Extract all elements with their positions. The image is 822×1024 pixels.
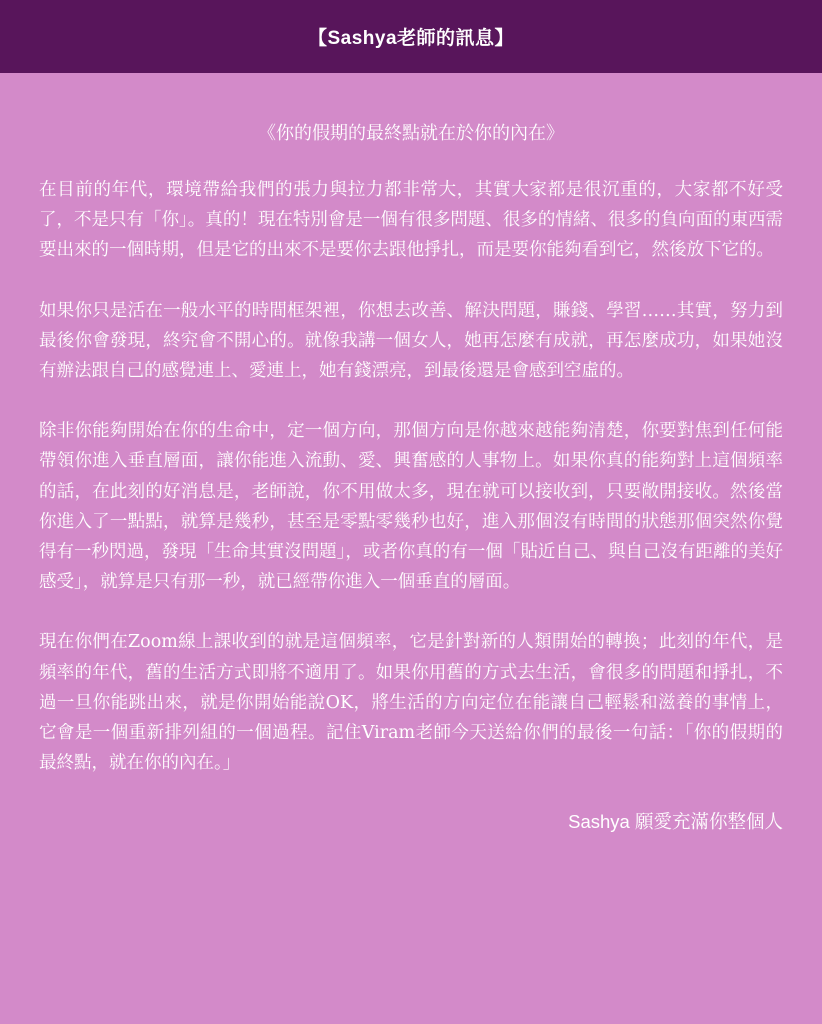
paragraph-4: 現在你們在Zoom線上課收到的就是這個頻率，它是針對新的人類開始的轉換；此刻的年代，是頻率的年代，舊的生活方式即將不適用了。如果你用舊的方式去生活，會很多的問題和掙扎，不過一旦你能跳出來，就是你開始能說OK，將生活的方向定位在能讓自己輕鬆和滋養的事情上，它會是一個重新排列組的一個過程。記住Viram老師今天送給你們的最後一句話：「你的假期的最終點，就在你的內在。」 bbox=[39, 632, 783, 774]
paragraph-1: 在目前的年代，環境帶給我們的張力與拉力都非常大，其實大家都是很沉重的，大家都不好受了，不是只有「你」。真的！現在特別會是一個有很多問題、很多的情緒、很多的負向面的東西需要出來的一個時期，但是它的出來不是要你去跟他掙扎，而是要你能夠看到它，然後放下它的。 bbox=[39, 180, 783, 261]
paragraph-3: 除非你能夠開始在你的生命中，定一個方向，那個方向是你越來越能夠清楚，你要對焦到任何能帶領你進入垂直層面，讓你能進入流動、愛、興奮感的人事物上。如果你真的能夠對上這個頻率的話，在此刻的好消息是，老師說，你不用做太多，現在就可以接收到，只要敞開接收。然後當你進入了一點點，就算是幾秒，甚至是零點零幾秒也好，進入那個沒有時間的狀態那個突然你覺得有一秒閃過，發現「生命其實沒問題」，或者你真的有一個「貼近自己、與自己沒有距離的美好感受」，就算是只有那一秒，就已經帶你進入一個垂直的層面。 bbox=[39, 421, 783, 593]
header-bar bbox=[0, 0, 822, 73]
paragraph-2: 如果你只是活在一般水平的時間框架裡，你想去改善、解決問題，賺錢、學習……其實，努力到最後你會發現，終究會不開心的。就像我講一個女人，她再怎麼有成就，再怎麼成功，如果她沒有辦法跟自己的感覺連上、愛連上，她有錢漂亮，到最後還是會感到空虛的。 bbox=[39, 300, 783, 382]
signature: Sashya 願愛充滿你整個人 bbox=[568, 811, 783, 833]
header-title: 【Sashya老師的訊息】 bbox=[307, 28, 515, 49]
message-content bbox=[39, 121, 783, 834]
article-title: 《你的假期的最終點就在於你的內在》 bbox=[258, 123, 564, 143]
